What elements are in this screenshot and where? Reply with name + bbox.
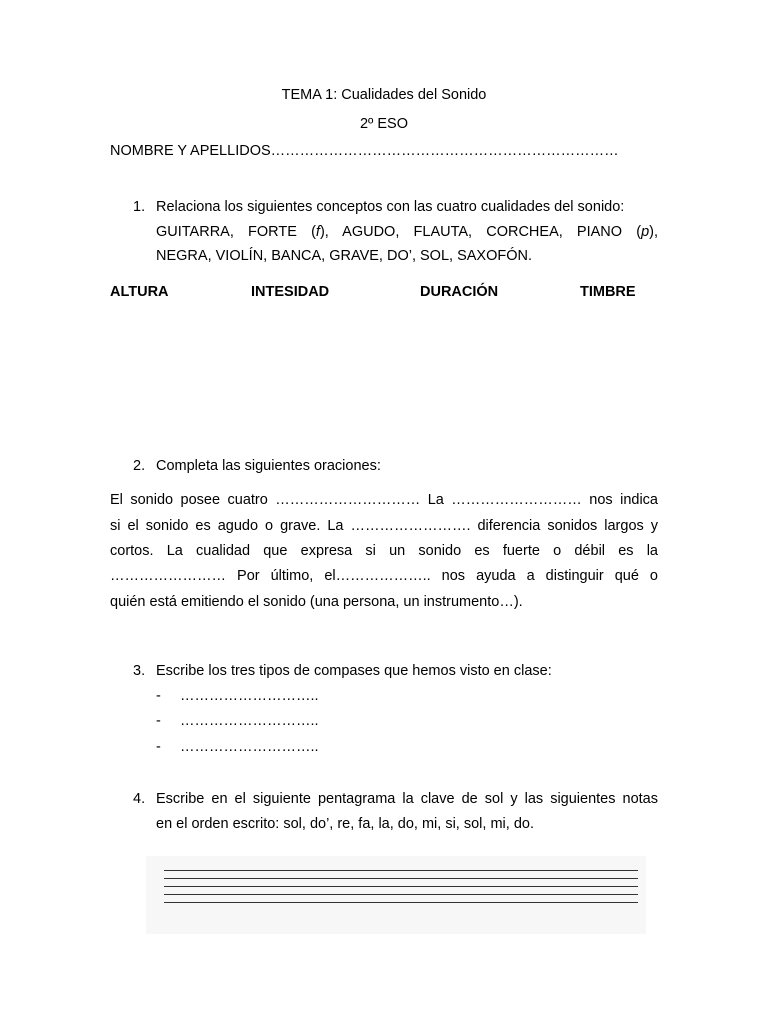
music-staff[interactable] [146, 856, 646, 934]
q2-sentence-line: …………………… Por último, el……………….. nos ayuda a distinguir qué o [110, 568, 658, 584]
column-duracion: DURACIÓN [420, 284, 499, 300]
compas-blank: ……………………….. [180, 713, 319, 729]
staff-line [164, 870, 638, 871]
q4-line-1: Escribe en el siguiente pentagrama la clave de sol y las siguientes notas [156, 791, 658, 807]
piano-symbol: p [641, 224, 650, 240]
q1-line-3: NEGRA, VIOLÍN, BANCA, GRAVE, DO’, SOL, SAXOFÓN. [156, 248, 533, 264]
q3-number: 3. [133, 663, 146, 679]
staff-line [164, 878, 638, 879]
q1-line-2-b: ), AGUDO, FLAUTA, CORCHEA, PIANO ( [319, 224, 642, 240]
q2-sentence-line: si el sonido es agudo o grave. La ……………………. diferencia sonidos largos y [110, 518, 658, 534]
q1-line-2-c: ), [649, 224, 658, 240]
name-field-line: NOMBRE Y APELLIDOS……………………………………………………………… [110, 143, 619, 159]
q1-number: 1. [133, 199, 146, 215]
q2-sentence-line: El sonido posee cuatro ………………………… La ……………………… nos indica [110, 492, 658, 508]
staff-line [164, 894, 638, 895]
bullet-dash: - [156, 739, 161, 755]
worksheet-title: TEMA 1: Cualidades del Sonido [281, 87, 487, 103]
q2-prompt: Completa las siguientes oraciones: [156, 458, 381, 474]
staff-line [164, 886, 638, 887]
column-timbre: TIMBRE [580, 284, 636, 300]
bullet-dash: - [156, 688, 161, 704]
q3-prompt: Escribe los tres tipos de compases que hemos visto en clase: [156, 663, 552, 679]
bullet-dash: - [156, 713, 161, 729]
compas-blank: ……………………….. [180, 739, 319, 755]
q1-line-1: Relaciona los siguientes conceptos con las cuatro cualidades del sonido: [156, 199, 625, 215]
column-intesidad: INTESIDAD [251, 284, 330, 300]
column-altura: ALTURA [110, 284, 169, 300]
q2-number: 2. [133, 458, 146, 474]
compas-blank: ……………………….. [180, 688, 319, 704]
course-label: 2º ESO [359, 116, 408, 132]
q2-sentence-line: quién está emitiendo el sonido (una persona, un instrumento…). [110, 594, 523, 610]
q4-number: 4. [133, 791, 146, 807]
q4-line-2: en el orden escrito: sol, do’, re, fa, la, do, mi, si, sol, mi, do. [156, 816, 534, 832]
q1-line-2 [156, 224, 658, 240]
staff-line [164, 902, 638, 903]
q1-line-2-a: GUITARRA, FORTE ( [156, 224, 316, 240]
forte-symbol: f [315, 224, 320, 240]
q2-sentence-line: cortos. La cualidad que expresa si un sonido es fuerte o débil es la [110, 543, 658, 559]
